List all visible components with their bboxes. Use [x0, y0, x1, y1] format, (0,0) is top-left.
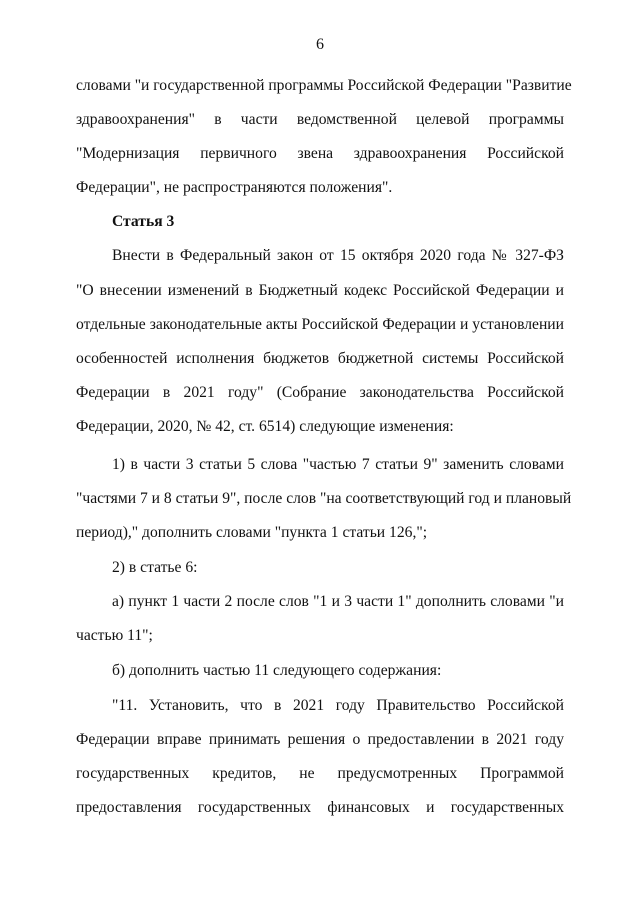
text-line: отдельные законодательные акты Российской Федерации и установлении	[76, 316, 564, 333]
text-line: Федерации вправе принимать решения о предоставлении в 2021 году	[76, 731, 564, 748]
text-line: Внести в Федеральный закон от 15 октября 2020 года № 327-ФЗ	[112, 247, 564, 264]
text-line: особенностей исполнения бюджетов бюджетной системы Российской	[76, 350, 564, 367]
text-line: предоставления государственных финансовых и государственных	[76, 799, 564, 816]
text-line: период)," дополнить словами "пункта 1 статьи 126,";	[76, 524, 428, 541]
article-heading: Статья 3	[112, 213, 175, 230]
text-line: "частями 7 и 8 статьи 9", после слов "на соответствующий год и плановый	[76, 490, 572, 507]
text-line: Федерации", не распространяются положения".	[76, 179, 393, 196]
text-line: а) пункт 1 части 2 после слов "1 и 3 части 1" дополнить словами "и	[112, 593, 564, 610]
text-line: Федерации, 2020, № 42, ст. 6514) следующие изменения:	[76, 418, 454, 435]
text-line: 2) в статье 6:	[112, 559, 198, 576]
text-line: частью 11";	[76, 627, 153, 644]
text-line: б) дополнить частью 11 следующего содержания:	[112, 662, 442, 679]
text-line: 1) в части 3 статьи 5 слова "частью 7 статьи 9" заменить словами	[112, 456, 564, 473]
text-line: государственных кредитов, не предусмотренных Программой	[76, 765, 564, 782]
text-line: "11. Установить, что в 2021 году Правительство Российской	[112, 697, 564, 714]
text-line: "О внесении изменений в Бюджетный кодекс Российской Федерации и	[76, 282, 564, 299]
text-line: словами "и государственной программы Российской Федерации "Развитие	[76, 77, 572, 94]
text-line: Федерации в 2021 году" (Собрание законодательства Российской	[76, 384, 564, 401]
page-number: 6	[316, 36, 324, 53]
text-line: "Модернизация первичного звена здравоохранения Российской	[76, 145, 564, 162]
text-line: здравоохранения" в части ведомственной целевой программы	[76, 111, 564, 128]
